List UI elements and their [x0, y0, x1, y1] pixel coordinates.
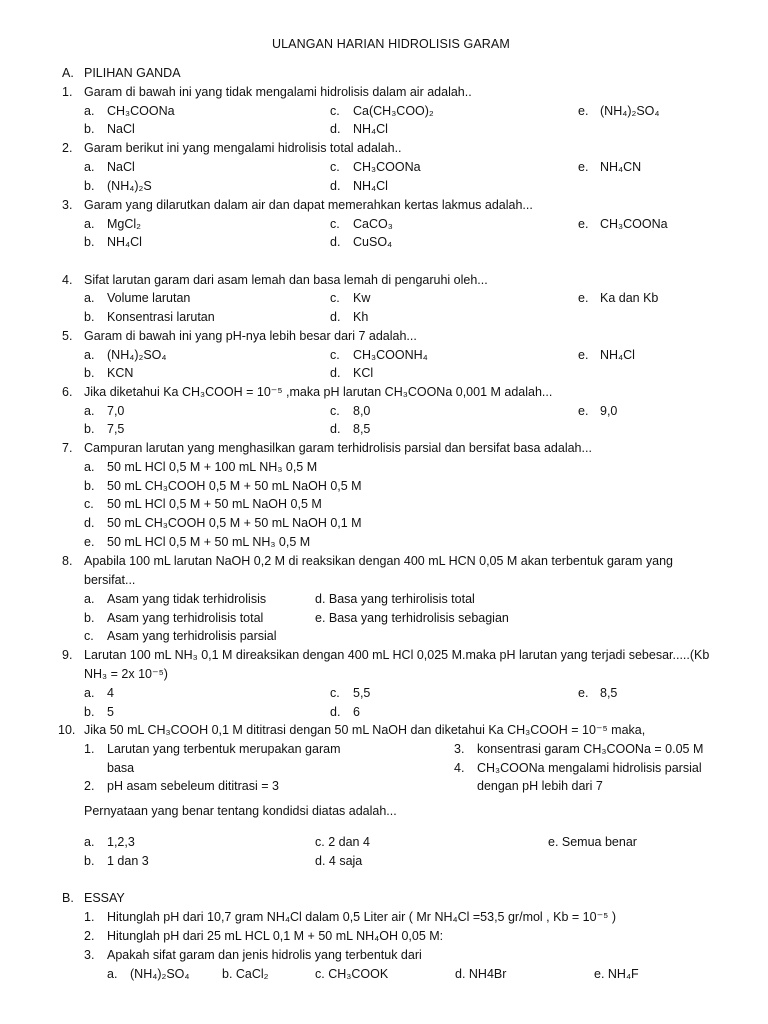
option-key: d. [330, 122, 341, 136]
option-key: a. [107, 967, 118, 981]
option-value: CH₃COONH₄ [353, 348, 428, 362]
option-key: b. [84, 310, 95, 324]
question-number: 2. [62, 141, 73, 155]
option-value: 1 dan 3 [107, 854, 149, 868]
option-key: b. [84, 611, 95, 625]
question-text: Garam berikut ini yang mengalami hidrolisis total adalah.. [84, 141, 402, 155]
option-key: b. [84, 179, 95, 193]
question-number: 7. [62, 441, 73, 455]
essay-text: Apakah sifat garam dan jenis hidrolis yang terbentuk dari [107, 948, 422, 962]
option-key: b. [84, 479, 95, 493]
option-value: d. 4 saja [315, 854, 363, 868]
option-key: b. [84, 122, 95, 136]
option-value: Kw [353, 291, 371, 305]
option-key: d. [330, 705, 341, 719]
option-value: 8,5 [353, 422, 371, 436]
question-number: 9. [62, 648, 73, 662]
option-key: c. [84, 497, 94, 511]
essay-text: Hitunglah pH dari 25 mL HCL 0,1 M + 50 mL NH₄OH 0,05 M: [107, 929, 444, 943]
option-value: 5 [107, 705, 114, 719]
question-text: Apabila 100 mL larutan NaOH 0,2 M di reaksikan dengan 400 mL HCN 0,05 M akan terbentuk garam yang [84, 554, 673, 568]
option-key: b. [84, 422, 95, 436]
question-text: Garam yang dilarutkan dalam air dan dapat memerahkan kertas lakmus adalah... [84, 198, 533, 212]
statement-text: CH₃COONa mengalami hidrolisis parsial [477, 761, 702, 775]
option-value: NaCl [107, 160, 135, 174]
question-number: 8. [62, 554, 73, 568]
option-value: MgCl₂ [107, 217, 142, 231]
option-value: NH₄CN [600, 160, 642, 174]
option-value: d. Basa yang terhirolisis total [315, 592, 475, 606]
question-number: 10. [58, 723, 76, 737]
option-key: a. [84, 460, 95, 474]
option-value: Asam yang terhidrolisis parsial [107, 629, 277, 643]
option-key: e. [578, 404, 589, 418]
option-value: Ca(CH₃COO)₂ [353, 104, 434, 118]
question-text: Larutan 100 mL NH₃ 0,1 M direaksikan dengan 400 mL HCl 0,025 M.maka pH larutan yang terjadi sebesar.....(Kb [84, 648, 710, 662]
essay-number: 2. [84, 929, 95, 943]
option-value: e. NH₄F [594, 967, 639, 981]
page-title: ULANGAN HARIAN HIDROLISIS GARAM [272, 37, 510, 51]
question-text-continued: NH₃ = 2x 10⁻⁵) [84, 667, 168, 681]
option-key: a. [84, 348, 95, 362]
option-value: c. CH₃COOK [315, 967, 389, 981]
option-key: d. [84, 516, 95, 530]
option-key: e. [84, 535, 95, 549]
option-key: b. [84, 705, 95, 719]
option-key: c. [330, 291, 340, 305]
option-value: e. Semua benar [548, 835, 637, 849]
option-value: NH₄Cl [353, 122, 388, 136]
question-text: Garam di bawah ini yang tidak mengalami hidrolisis dalam air adalah.. [84, 85, 472, 99]
question-number: 1. [62, 85, 73, 99]
option-value: CuSO₄ [353, 235, 393, 249]
question-number: 6. [62, 385, 73, 399]
option-value: NH₄Cl [353, 179, 388, 193]
option-value: NH₄Cl [107, 235, 142, 249]
option-value: KCN [107, 366, 134, 380]
option-value: CH₃COONa [353, 160, 421, 174]
question-text-continued: bersifat... [84, 573, 136, 587]
option-key: e. [578, 160, 589, 174]
option-key: d. [330, 179, 341, 193]
option-value: b. CaCl₂ [222, 967, 269, 981]
option-value: 50 mL HCl 0,5 M + 50 mL NaOH 0,5 M [107, 497, 322, 511]
option-value: 7,0 [107, 404, 125, 418]
option-value: 1,2,3 [107, 835, 135, 849]
option-key: a. [84, 686, 95, 700]
option-value: 6 [353, 705, 360, 719]
statement-text-continued: basa [107, 761, 135, 775]
option-key: a. [84, 160, 95, 174]
statement-number: 4. [454, 761, 465, 775]
option-key: c. [84, 629, 94, 643]
option-value: 5,5 [353, 686, 371, 700]
option-key: c. [330, 104, 340, 118]
option-value: KCl [353, 366, 374, 380]
option-key: d. [330, 422, 341, 436]
option-value: (NH₄)₂SO₄ [600, 104, 660, 118]
option-key: a. [84, 404, 95, 418]
essay-text: Hitunglah pH dari 10,7 gram NH₄Cl dalam 0,5 Liter air ( Mr NH₄Cl =53,5 gr/mol , Kb = 10⁻⁵ ) [107, 910, 616, 924]
option-value: (NH₄)₂SO₄ [130, 967, 190, 981]
essay-number: 3. [84, 948, 95, 962]
option-value: 7,5 [107, 422, 125, 436]
option-value: Asam yang tidak terhidrolisis [107, 592, 267, 606]
option-key: a. [84, 104, 95, 118]
question-text: Jika diketahui Ka CH₃COOH = 10⁻⁵ ,maka pH larutan CH₃COONa 0,001 M adalah... [84, 385, 553, 399]
option-value: 8,5 [600, 686, 618, 700]
option-key: c. [330, 348, 340, 362]
question-text: Sifat larutan garam dari asam lemah dan basa lemah di pengaruhi oleh... [84, 273, 488, 287]
question-text: Campuran larutan yang menghasilkan garam terhidrolisis parsial dan bersifat basa adalah... [84, 441, 592, 455]
option-key: c. [330, 217, 340, 231]
option-value: Asam yang terhidrolisis total [107, 611, 264, 625]
option-key: c. [330, 404, 340, 418]
statement-text-continued: dengan pH lebih dari 7 [477, 779, 603, 793]
option-value: 50 mL CH₃COOH 0,5 M + 50 mL NaOH 0,5 M [107, 479, 362, 493]
option-value: 4 [107, 686, 114, 700]
option-value: Volume larutan [107, 291, 191, 305]
option-key: a. [84, 592, 95, 606]
option-value: CH₃COONa [600, 217, 668, 231]
question-number: 3. [62, 198, 73, 212]
option-key: c. [330, 686, 340, 700]
option-key: d. [330, 366, 341, 380]
question-text: Jika 50 mL CH₃COOH 0,1 M dititrasi dengan 50 mL NaOH dan diketahui Ka CH₃COOH = 10⁻⁵ maka, [84, 723, 646, 737]
option-key: e. [578, 104, 589, 118]
statement-text: konsentrasi garam CH₃COONa = 0.05 M [477, 742, 704, 756]
option-key: e. [578, 686, 589, 700]
statement-text: Larutan yang terbentuk merupakan garam [107, 742, 341, 756]
option-value: Kh [353, 310, 369, 324]
option-value: 50 mL HCl 0,5 M + 100 mL NH₃ 0,5 M [107, 460, 318, 474]
option-value: CaCO₃ [353, 217, 393, 231]
question-prompt: Pernyataan yang benar tentang kondidsi diatas adalah... [84, 804, 397, 818]
option-key: a. [84, 217, 95, 231]
option-key: b. [84, 854, 95, 868]
statement-number: 1. [84, 742, 95, 756]
essay-number: 1. [84, 910, 95, 924]
option-key: e. [578, 291, 589, 305]
option-key: a. [84, 835, 95, 849]
option-key: e. [578, 217, 589, 231]
question-text: Garam di bawah ini yang pH-nya lebih besar dari 7 adalah... [84, 329, 417, 343]
option-value: c. 2 dan 4 [315, 835, 370, 849]
option-value: NH₄Cl [600, 348, 635, 362]
option-key: e. [578, 348, 589, 362]
option-value: (NH₄)₂S [107, 179, 152, 193]
section-a-title: PILIHAN GANDA [84, 66, 181, 80]
section-b-label: B. [62, 891, 74, 905]
option-key: a. [84, 291, 95, 305]
option-value: CH₃COONa [107, 104, 175, 118]
question-number: 4. [62, 273, 73, 287]
option-value: d. NH4Br [455, 967, 507, 981]
statement-number: 2. [84, 779, 95, 793]
option-key: b. [84, 366, 95, 380]
option-value: 50 mL CH₃COOH 0,5 M + 50 mL NaOH 0,1 M [107, 516, 362, 530]
option-value: 9,0 [600, 404, 618, 418]
section-a-label: A. [62, 66, 74, 80]
option-key: b. [84, 235, 95, 249]
option-key: d. [330, 235, 341, 249]
question-number: 5. [62, 329, 73, 343]
option-value: 50 mL HCl 0,5 M + 50 mL NH₃ 0,5 M [107, 535, 311, 549]
option-value: NaCl [107, 122, 135, 136]
option-key: d. [330, 310, 341, 324]
option-value: Konsentrasi larutan [107, 310, 215, 324]
statement-number: 3. [454, 742, 465, 756]
section-b-title: ESSAY [84, 891, 125, 905]
option-key: c. [330, 160, 340, 174]
statement-text: pH asam sebeleum dititrasi = 3 [107, 779, 279, 793]
option-value: e. Basa yang terhidrolisis sebagian [315, 611, 509, 625]
option-value: Ka dan Kb [600, 291, 659, 305]
option-value: (NH₄)₂SO₄ [107, 348, 167, 362]
option-value: 8,0 [353, 404, 371, 418]
